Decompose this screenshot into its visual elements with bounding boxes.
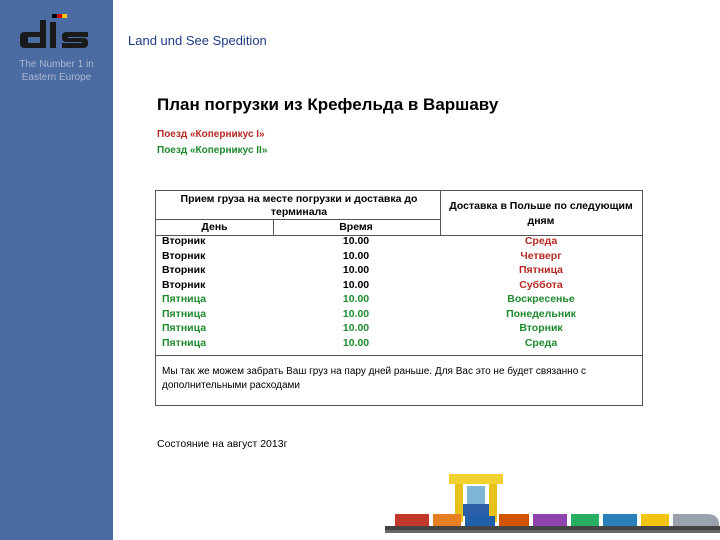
schedule-table <box>155 190 643 406</box>
tagline <box>0 58 113 84</box>
table-row <box>156 293 642 308</box>
row-time: 10.00 <box>342 264 370 276</box>
table-row <box>156 308 642 323</box>
row-day: Вторник <box>162 249 206 262</box>
row-time: 10.00 <box>342 293 370 305</box>
row-delivery: Среда <box>524 235 558 247</box>
row-time: 10.00 <box>342 322 370 334</box>
row-delivery: Понедельник <box>506 307 576 320</box>
table-row <box>156 250 642 265</box>
table-row <box>156 279 642 294</box>
column-time: Время <box>339 221 373 233</box>
row-day: Вторник <box>162 264 206 276</box>
row-day: Пятница <box>162 322 207 334</box>
status-date: Состояние на август 2013г <box>157 438 288 450</box>
row-time: 10.00 <box>342 278 370 291</box>
row-day: Пятница <box>162 307 207 320</box>
row-delivery: Вторник <box>519 322 563 334</box>
row-delivery: Суббота <box>519 278 563 291</box>
train-1-label: Поезд «Коперникус I» <box>157 129 265 140</box>
row-time: 10.00 <box>342 235 370 247</box>
divider-note <box>156 355 642 356</box>
table-row <box>156 235 642 250</box>
company-name: Land und See Spedition <box>128 33 267 48</box>
train-illustration <box>385 470 720 540</box>
divider-vertical-header <box>440 191 441 235</box>
divider-subheader <box>156 219 440 220</box>
table-rows <box>156 235 642 351</box>
row-delivery: Воскресенье <box>507 293 575 305</box>
dls-logo <box>18 12 96 54</box>
train-2-label: Поезд «Коперникус II» <box>157 145 268 156</box>
header-pickup: Прием груза на месте погрузки и доставка до терминала <box>180 193 418 218</box>
page-title: План погрузки из Крефельда в Варшаву <box>157 95 499 114</box>
row-day: Вторник <box>162 235 206 247</box>
row-time: 10.00 <box>342 336 370 349</box>
tagline-line1: The Number 1 in <box>19 59 94 70</box>
row-delivery: Пятница <box>518 264 564 276</box>
row-delivery: Среда <box>524 336 558 349</box>
row-time: 10.00 <box>342 307 370 320</box>
row-day: Пятница <box>162 293 207 305</box>
table-row <box>156 322 642 337</box>
row-time: 10.00 <box>342 249 370 262</box>
table-row <box>156 337 642 352</box>
row-delivery: Четверг <box>520 249 562 262</box>
header-delivery: Доставка в Польше по следующим дням <box>449 200 633 227</box>
sidebar <box>0 0 113 540</box>
table-row <box>156 264 642 279</box>
tagline-line2: Eastern Europe <box>21 72 92 83</box>
column-day: День <box>201 221 228 233</box>
note-text: Мы так же можем забрать Ваш груз на пару дней раньше. Для Вас это не будет связанно с дополнительными расходами <box>162 366 587 391</box>
row-day: Пятница <box>162 336 207 349</box>
row-day: Вторник <box>162 278 206 291</box>
